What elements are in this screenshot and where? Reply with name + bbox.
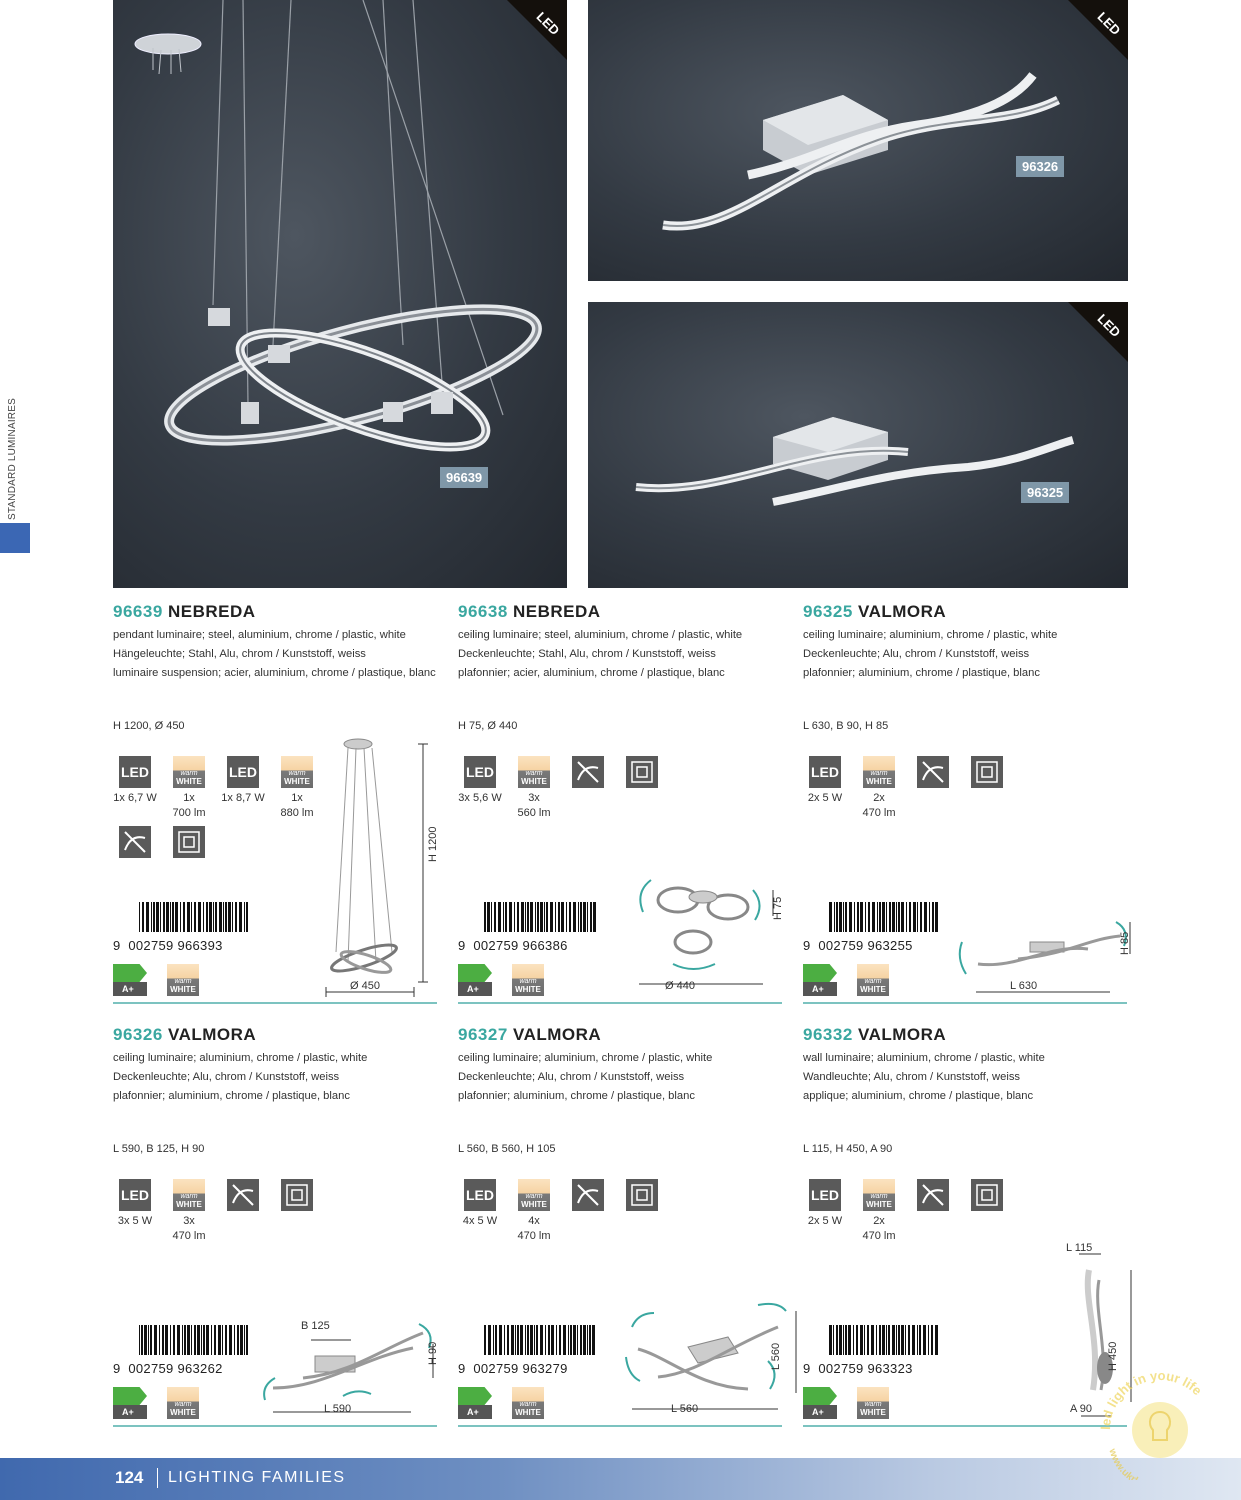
led-corner-badge: LED [1038,302,1128,392]
product-name: VALMORA [168,1025,257,1044]
height-dimension-label: H 1200 [427,826,439,862]
no-dimmer-icon [917,1179,949,1211]
product-description [803,1049,1127,1106]
photo-code-badge: 96326 [1016,156,1064,177]
spec-icon-cell [453,756,507,821]
warm-white-icon: warm WHITE [863,1179,895,1211]
protection-class-icon [173,826,205,858]
height-dimension-label: H 85 [1119,931,1131,955]
product-code: 96332 [803,1025,853,1044]
warm-white-icon: warm WHITE [512,1387,544,1419]
dimension-drawing-svg [253,1308,443,1418]
led-icon: LED [464,1179,496,1211]
spec-icon-cell [108,756,162,821]
width-dimension-label: Ø 440 [665,980,695,992]
spec-icon-cell [108,1179,162,1244]
spec-caption: 4x 5 W [462,1215,498,1227]
stamp-top-text: led light in your life [1097,1367,1205,1431]
protection-class-icon [971,756,1003,788]
product-dimensions: H 75, Ø 440 [458,720,518,732]
barcode-digits: 9 002759 963323 [803,1361,913,1376]
spec-icon-cell [216,756,270,821]
description-line: Deckenleuchte; Alu, chrom / Kunststoff, weiss [803,648,1030,660]
section-title: LIGHTING FAMILIES [168,1469,346,1486]
description-line: Deckenleuchte; Alu, chrom / Kunststoff, weiss [458,1071,685,1083]
side-section-label: STANDARD LUMINAIRES [7,398,18,520]
description-line: plafonnier; acier, aluminium, chrome / plastique, blanc [458,667,725,679]
spec-icon-cell [906,756,960,821]
page-footer [0,1458,1241,1500]
description-line: Hängeleuchte; Stahl, Alu, chrom / Kunststoff, weiss [113,648,366,660]
warm-white-icon: warm WHITE [518,1179,550,1211]
spec-caption: 3x 470 lm [172,1215,206,1242]
product-title [803,602,1127,626]
spec-icon-row [108,826,216,858]
spec-caption: 2x 470 lm [862,1215,896,1242]
photo-code-badge: 96639 [440,467,488,488]
energy-class-label: A+ [113,1387,147,1419]
energy-class-label: A+ [458,1387,492,1419]
product-dimensions: L 115, H 450, A 90 [803,1143,893,1155]
description-line: Wandleuchte; Alu, chrom / Kunststoff, weiss [803,1071,1021,1083]
warm-white-icon: warm WHITE [863,756,895,788]
barcode-digits: 9 002759 966386 [458,938,568,953]
product-block-96638 [458,602,782,1022]
section-separator [458,1002,782,1004]
width-dimension-label: L 630 [1010,980,1038,992]
ean-barcode [803,1325,921,1376]
footer-divider [157,1468,158,1488]
depth-dimension-label: B 125 [301,1320,330,1332]
warm-white-icon: warm WHITE [281,756,313,788]
description-line: Deckenleuchte; Alu, chrom / Kunststoff, weiss [113,1071,340,1083]
warm-white-icon: warm WHITE [173,1179,205,1211]
photo-96325 [588,302,1128,588]
height-dimension-label: H 75 [772,896,784,920]
spec-caption: 1x 8,7 W [221,792,265,804]
product-dimensions: L 630, B 90, H 85 [803,720,889,732]
warm-white-icon: warm WHITE [167,1387,199,1419]
spec-icon-row [453,1179,669,1244]
product-dimensions: L 560, B 560, H 105 [458,1143,556,1155]
description-line: Deckenleuchte; Stahl, Alu, chrom / Kunststoff, weiss [458,648,716,660]
product-title [458,1025,782,1049]
spec-caption: 1x 880 lm [280,792,314,819]
photo-96326 [588,0,1128,281]
page-number: 124 [115,1468,144,1487]
width-dimension-label: Ø 450 [350,980,380,992]
no-dimmer-icon [917,756,949,788]
width-dimension-label: L 590 [324,1403,352,1415]
product-block-96325 [803,602,1131,1022]
spec-icon-row [108,1179,324,1244]
energy-class-label: A+ [113,964,147,996]
spec-icon-cell [561,1179,615,1244]
product-title [113,1025,437,1049]
no-dimmer-icon [119,826,151,858]
height-dimension-label: L 560 [770,1342,782,1370]
spec-icon-cell [108,826,162,858]
description-line: wall luminaire; aluminium, chrome / plastic, white [803,1052,1045,1064]
no-dimmer-icon [572,756,604,788]
dimension-drawing [318,730,438,1005]
led-icon: LED [119,1179,151,1211]
depth-dimension-label: L 115 [1066,1242,1093,1254]
spec-icon-cell [798,756,852,821]
product-code: 96639 [113,602,163,621]
spec-caption: 1x 700 lm [172,792,206,819]
product-name: VALMORA [513,1025,602,1044]
spec-icon-cell [906,1179,960,1244]
warm-white-icon: warm WHITE [518,756,550,788]
spec-caption: 3x 5 W [117,1215,153,1227]
description-line: ceiling luminaire; steel, aluminium, chrome / plastic, white [458,629,743,641]
energy-class-label: A+ [458,964,492,996]
description-line: luminaire suspension; acier, aluminium, chrome / plastique, blanc [113,667,436,679]
warm-white-icon: warm WHITE [167,964,199,996]
barcode-digits: 9 002759 963279 [458,1361,568,1376]
protection-class-icon [281,1179,313,1211]
section-separator [458,1425,782,1427]
ean-barcode [458,1325,576,1376]
product-dimensions: L 590, B 125, H 90 [113,1143,205,1155]
warm-white-icon: warm WHITE [857,964,889,996]
product-title [458,602,782,626]
photo-96639 [113,0,567,588]
ean-barcode [803,902,921,953]
product-description [458,626,782,683]
description-line: ceiling luminaire; aluminium, chrome / plastic, white [803,629,1058,641]
product-description [113,626,437,683]
description-line: pendant luminaire; steel, aluminium, chrome / plastic, white [113,629,406,641]
spec-caption: 2x 5 W [807,792,843,804]
product-name: NEBREDA [168,602,256,621]
spec-icon-cell [852,756,906,821]
product-code: 96327 [458,1025,508,1044]
side-section-tab [0,523,30,553]
spec-icon-cell [270,756,324,821]
spec-icon-cell [270,1179,324,1244]
led-icon: LED [464,756,496,788]
warm-white-icon: warm WHITE [173,756,205,788]
description-line: plafonnier; aluminium, chrome / plastique, blanc [458,1090,695,1102]
dimension-drawing [948,894,1138,1009]
spec-caption: 2x 470 lm [862,792,896,819]
spec-icon-row [108,756,324,821]
product-code: 96326 [113,1025,163,1044]
spec-icon-cell [453,1179,507,1244]
product-description [113,1049,437,1106]
dimension-drawing-svg [318,730,438,1000]
spec-icon-cell [960,756,1014,821]
energy-class-label: A+ [803,964,837,996]
photo-code-badge: 96325 [1021,482,1069,503]
barcode-digits: 9 002759 966393 [113,938,223,953]
product-code: 96638 [458,602,508,621]
protection-class-icon [626,1179,658,1211]
description-line: plafonnier; aluminium, chrome / plastique, blanc [113,1090,350,1102]
spec-caption: 2x 5 W [807,1215,843,1227]
warm-white-icon: warm WHITE [512,964,544,996]
product-block-96639 [113,602,437,1022]
spec-icon-row [798,756,1014,821]
no-dimmer-icon [572,1179,604,1211]
protection-class-icon [971,1179,1003,1211]
dimension-drawing [623,872,783,997]
product-title [803,1025,1127,1049]
barcode-digits: 9 002759 963255 [803,938,913,953]
description-line: ceiling luminaire; aluminium, chrome / plastic, white [458,1052,713,1064]
dimension-drawing-svg [948,894,1138,1004]
led-corner-badge: LED [477,0,567,90]
spec-icon-cell [852,1179,906,1244]
spec-caption: 4x 470 lm [517,1215,551,1242]
spec-icon-cell [216,1179,270,1244]
spec-icon-cell [162,826,216,858]
spec-icon-cell [615,1179,669,1244]
spec-icon-cell [507,1179,561,1244]
protection-class-icon [626,756,658,788]
spec-caption: 1x 6,7 W [113,792,157,804]
spec-caption: 3x 560 lm [517,792,551,819]
width-dimension-label: L 560 [671,1403,699,1415]
barcode-digits: 9 002759 963262 [113,1361,223,1376]
spec-icon-cell [561,756,615,821]
product-code: 96325 [803,602,853,621]
led-icon: LED [119,756,151,788]
spec-icon-cell [615,756,669,821]
spec-icon-row [453,756,669,821]
product-description [458,1049,782,1106]
product-dimensions: H 1200, Ø 450 [113,720,185,732]
product-block-96332 [803,1025,1127,1445]
no-dimmer-icon [227,1179,259,1211]
spec-icon-row [798,1179,1014,1244]
spec-icon-cell [798,1179,852,1244]
spec-icon-cell [507,756,561,821]
ean-barcode [113,1325,231,1376]
led-icon: LED [809,1179,841,1211]
description-line: plafonnier; aluminium, chrome / plastique, blanc [803,667,1040,679]
watermark-stamp [1090,1360,1230,1480]
stamp-bottom-text: www.ukr [1106,1447,1138,1480]
height-dimension-label: H 90 [427,1341,439,1365]
led-icon: LED [809,756,841,788]
description-line: ceiling luminaire; aluminium, chrome / plastic, white [113,1052,368,1064]
ean-barcode [113,902,231,953]
product-block-96327 [458,1025,782,1445]
product-description [803,626,1127,683]
spec-icon-cell [162,1179,216,1244]
width-dimension-label: A 90 [1070,1403,1093,1415]
product-name: NEBREDA [513,602,601,621]
spec-caption: 3x 5,6 W [458,792,502,804]
spec-icon-cell [960,1179,1014,1244]
product-title [113,602,437,626]
product-name: VALMORA [858,1025,947,1044]
section-separator [113,1425,437,1427]
height-dimension-label: H 450 [1107,1341,1119,1371]
dimension-drawing-svg [623,872,783,992]
warm-white-icon: warm WHITE [857,1387,889,1419]
led-icon: LED [227,756,259,788]
energy-class-label: A+ [803,1387,837,1419]
product-block-96326 [113,1025,437,1445]
description-line: applique; aluminium, chrome / plastique, blanc [803,1090,1034,1102]
spec-icon-cell [162,756,216,821]
led-corner-badge: LED [1038,0,1128,90]
product-name: VALMORA [858,602,947,621]
ean-barcode [458,902,576,953]
